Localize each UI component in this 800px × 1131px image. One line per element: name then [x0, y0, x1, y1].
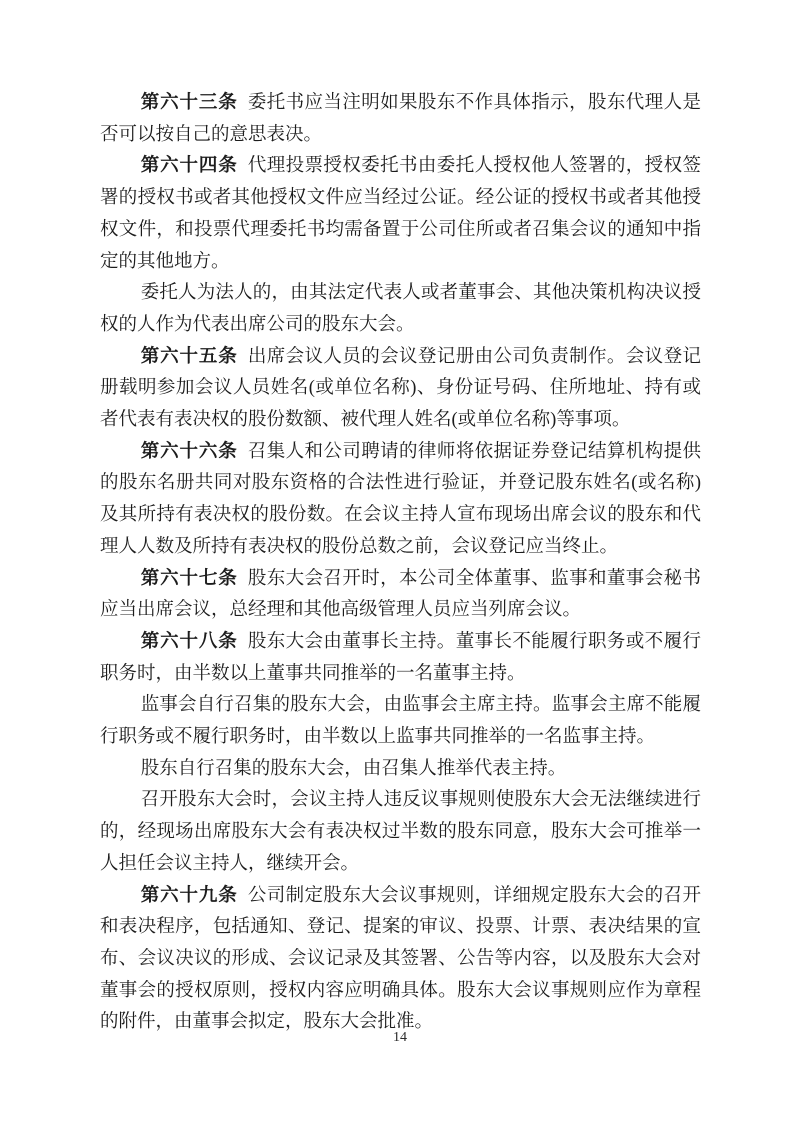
paragraph: [100, 278, 701, 341]
paragraph-text: 出席会议人员的会议登记册由公司负责制作。会议登记册载明参加会议人员姓名(或单位名称)、身份证号码、住所地址、持有或者代表有表决权的股份数额、被代理人姓名(或单位名称)等事项。: [100, 346, 701, 431]
paragraph: [100, 437, 701, 564]
paragraph-text: 召集人和公司聘请的律师将依据证券登记结算机构提供的股东名册共同对股东资格的合法性进行验证，并登记股东姓名(或名称)及其所持有表决权的股份数。在会议主持人宣布现场出席会议的股东和代理人人数及所持有表决权的股份总数之前，会议登记应当终止。: [100, 441, 701, 557]
article-number: 第六十九条: [140, 885, 238, 906]
paragraph: [100, 690, 701, 753]
paragraph: [100, 627, 701, 690]
paragraph: [100, 754, 701, 786]
article-number: 第六十五条: [140, 346, 238, 367]
paragraph-text: 委托书应当注明如果股东不作具体指示，股东代理人是否可以按自己的意思表决。: [100, 93, 701, 145]
paragraph: [100, 88, 701, 151]
paragraph-text: 监事会自行召集的股东大会，由监事会主席主持。监事会主席不能履行职务或不履行职务时，由半数以上监事共同推举的一名监事主持。: [100, 695, 701, 748]
paragraph-text: 公司制定股东大会议事规则，详细规定股东大会的召开和表决程序，包括通知、登记、提案的审议、投票、计票、表决结果的宣布、会议决议的形成、会议记录及其签署、公告等内容，以及股东大会对董事会的授权原则，授权内容应明确具体。股东大会议事规则应作为章程的附件，由董事会拟定，股东大会批准。: [100, 885, 701, 1033]
paragraph-text: 股东大会由董事长主持。董事长不能履行职务或不履行职务时，由半数以上董事共同推举的一名董事主持。: [100, 631, 701, 684]
paragraph-text: 委托人为法人的，由其法定代表人或者董事会、其他决策机构决议授权的人作为代表出席公司的股东大会。: [100, 283, 701, 335]
article-number: 第六十四条: [140, 156, 238, 177]
article-number: 第六十七条: [140, 568, 238, 589]
paragraph: [100, 785, 701, 880]
paragraph: [100, 342, 701, 437]
article-number: 第六十八条: [140, 631, 238, 652]
paragraph: [100, 881, 701, 1040]
paragraph-text: 代理投票授权委托书由委托人授权他人签署的，授权签署的授权书或者其他授权文件应当经过公证。经公证的授权书或者其他授权文件，和投票代理委托书均需备置于公司住所或者召集会议的通知中指定的其他地方。: [100, 156, 701, 272]
paragraph: [100, 564, 701, 627]
paragraph: [100, 151, 701, 278]
document-body: [100, 88, 701, 1039]
article-number: 第六十六条: [140, 441, 238, 462]
page-number: 14: [393, 1030, 407, 1045]
paragraph-text: 股东自行召集的股东大会，由召集人推举代表主持。: [140, 758, 567, 779]
paragraph-text: 召开股东大会时，会议主持人违反议事规则使股东大会无法继续进行的，经现场出席股东大会有表决权过半数的股东同意，股东大会可推举一人担任会议主持人，继续开会。: [100, 790, 701, 874]
article-number: 第六十三条: [140, 93, 238, 113]
paragraph-text: 股东大会召开时，本公司全体董事、监事和董事会秘书应当出席会议，总经理和其他高级管理人员应当列席会议。: [100, 568, 701, 621]
